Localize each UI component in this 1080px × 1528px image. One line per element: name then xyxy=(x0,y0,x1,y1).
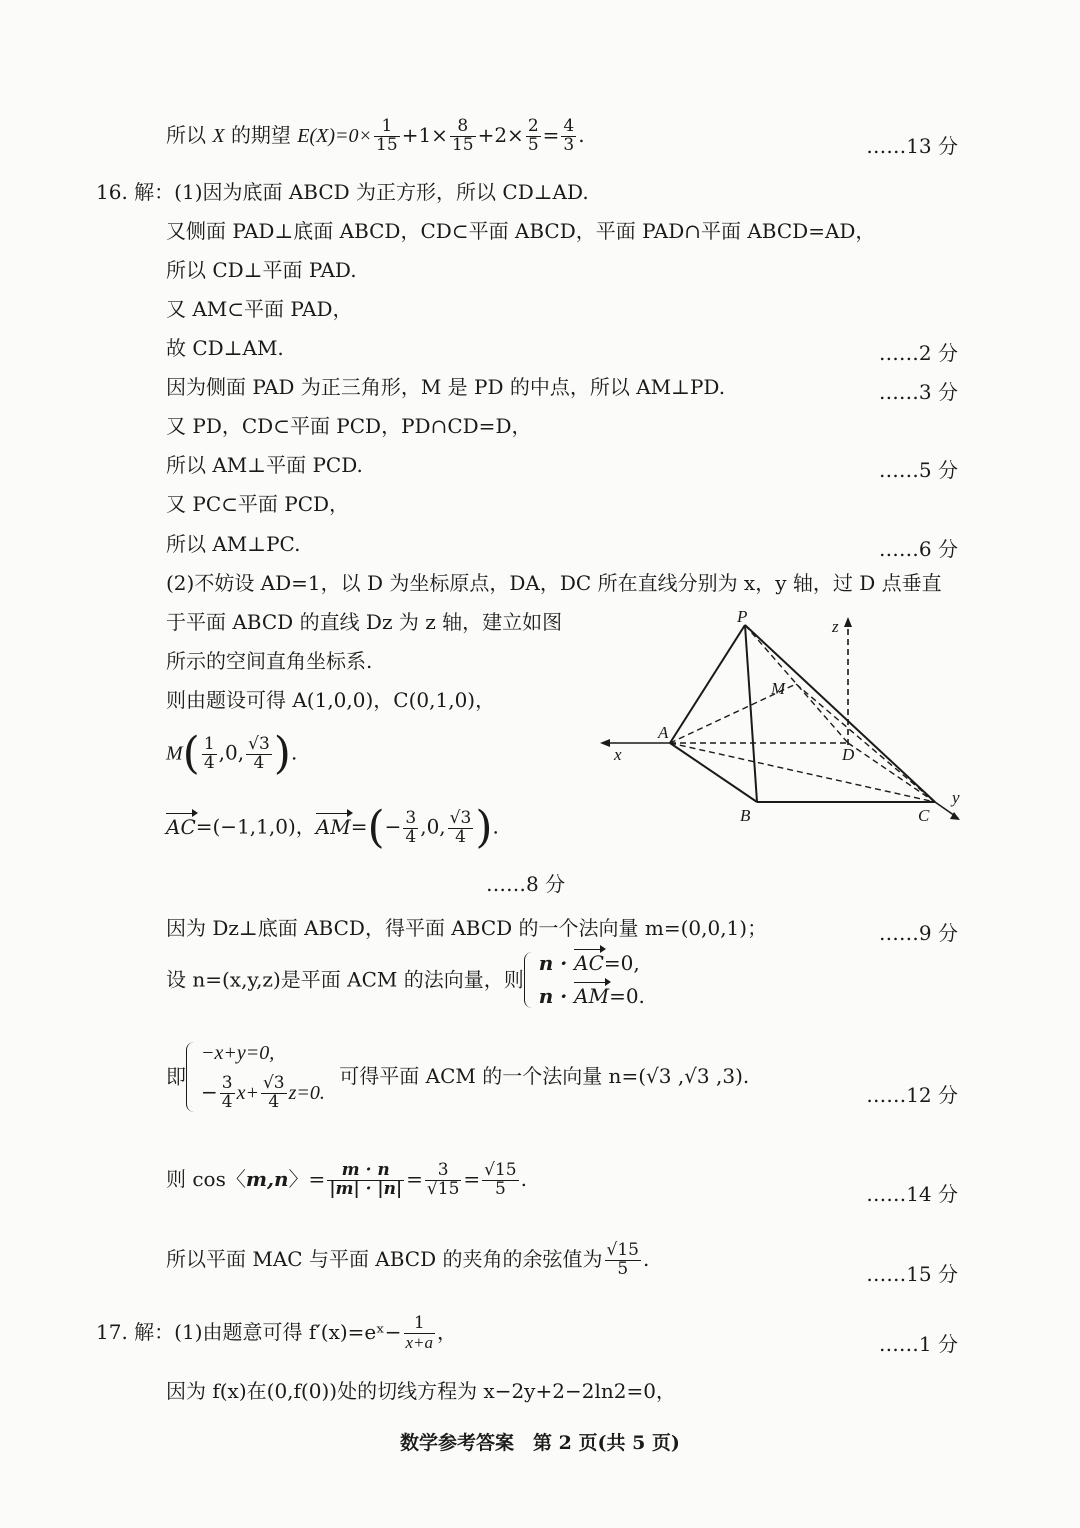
q16-line-11: (2)不妨设 AD=1，以 D 为坐标原点，DA，DC 所在直线分别为 x，y 轴，过 D 点垂直 xyxy=(166,571,942,595)
label-B: B xyxy=(740,806,751,825)
m-end: . xyxy=(290,740,298,765)
label-D: D xyxy=(842,745,855,764)
q15-mid: 的期望 xyxy=(230,122,291,147)
am-frac2: $\frac{√3}{4}$ xyxy=(449,807,472,847)
q15-expectation-line xyxy=(166,118,585,155)
q15-frac1: $\frac{1}{15}$ xyxy=(376,116,398,155)
q17-l1-text: 17. 解：(1)由题意可得 f′(x)=eˣ− xyxy=(96,1319,402,1344)
q16-points-8: ……5 分 xyxy=(878,458,958,482)
q15-ex: E(X)=0× xyxy=(297,124,373,147)
q16-points-19: ……12 分 xyxy=(866,1083,958,1107)
q16-points-5: ……2 分 xyxy=(878,341,958,365)
paren-open-2: ( xyxy=(367,802,385,853)
sys-row-4: − $\frac{3}{4}$ x+ $\frac{√3}{4}$ z=0. xyxy=(201,1073,325,1112)
label-M: M xyxy=(771,679,786,698)
edge-DC xyxy=(848,743,935,802)
q17-line-1 xyxy=(96,1315,457,1352)
edge-MC xyxy=(796,684,935,802)
l19-pre: 即 xyxy=(166,1064,186,1089)
l21-end: . xyxy=(642,1246,650,1271)
sys-row-3: −x+y=0, xyxy=(201,1042,275,1064)
q16-points-21: ……15 分 xyxy=(866,1262,958,1286)
q16-line-2: 又侧面 PAD⊥底面 ABCD，CD⊂平面 ABCD，平面 PAD∩平面 ABCD=AD， xyxy=(166,219,876,243)
paren-close: ) xyxy=(273,728,291,779)
pyramid-figure xyxy=(590,600,970,840)
am-end: . xyxy=(492,814,499,839)
angle-close: 〉 xyxy=(288,1166,309,1191)
q16-vectors xyxy=(166,802,499,853)
sys-row-1: n · AC=0, xyxy=(538,951,640,975)
label-z: z xyxy=(832,617,839,636)
q15-frac3: $\frac{2}{5}$ xyxy=(527,116,539,155)
q16-line-9: 又 PC⊂平面 PCD， xyxy=(166,492,350,516)
q16-line-10: 所以 AM⊥PC. xyxy=(166,532,301,556)
minus-sign: − xyxy=(384,814,402,839)
cos-frac2: $\frac{3}{√15}$ xyxy=(426,1160,460,1199)
vec-am: AM xyxy=(315,814,351,839)
label-C: C xyxy=(918,806,930,825)
cos-end: . xyxy=(520,1166,527,1191)
q16-points-10: ……6 分 xyxy=(878,537,958,561)
q15-prefix: 所以 xyxy=(166,122,206,147)
q16-line-12: 于平面 ABCD 的直线 Dz 为 z 轴，建立如图 xyxy=(166,610,563,634)
q16-line-4: 又 AM⊂平面 PAD， xyxy=(166,297,353,321)
m-frac1: $\frac{1}{4}$ xyxy=(203,733,215,773)
q16-cos-line: 则 cos〈m,n〉= $\frac{m \cdot n}{|m| \cdot |n|}$ = $\frac{3}{√15}$ = $\frac{√15}{5}$ . xyxy=(166,1160,527,1199)
label-y: y xyxy=(952,788,960,807)
q17-frac: $\frac{1}{x+a}$ xyxy=(405,1313,434,1352)
sys-row-2: n · AM=0. xyxy=(538,984,645,1008)
q16-line-6: 因为侧面 PAD 为正三角形，M 是 PD 的中点，所以 AM⊥PD. xyxy=(166,375,726,399)
q16-line-5: 故 CD⊥AM. xyxy=(166,336,284,360)
m-label: M xyxy=(166,742,183,765)
q15-frac4: $\frac{4}{3}$ xyxy=(563,116,575,155)
q16-line-8: 所以 AM⊥平面 PCD. xyxy=(166,453,363,477)
q16-line-17: 因为 Dz⊥底面 ABCD，得平面 ABCD 的一个法向量 m=(0,0,1)； xyxy=(166,916,768,940)
cos-mn: m,n xyxy=(245,1166,289,1191)
edge-AC xyxy=(670,743,935,802)
edge-PC xyxy=(745,625,935,802)
q16-line-13: 所示的空间直角坐标系. xyxy=(166,649,373,673)
q15-plus1: +1× xyxy=(401,122,448,147)
q16-points-20: ……14 分 xyxy=(866,1182,958,1206)
q16-line-19 xyxy=(166,1042,749,1112)
cos-pre: 则 cos xyxy=(166,1166,226,1191)
m-frac2: $\frac{√3}{4}$ xyxy=(248,733,270,773)
q16-points-17: ……9 分 xyxy=(878,921,958,945)
system-2 xyxy=(186,1042,325,1112)
label-A: A xyxy=(658,723,669,742)
system-1 xyxy=(524,952,645,1008)
q15-points: ……13 分 xyxy=(866,134,958,158)
q15-var: X xyxy=(212,124,225,147)
q16-head: 16. 解：(1)因为底面 ABCD 为正方形，所以 CD⊥AD. xyxy=(96,180,589,204)
q15-frac2: $\frac{8}{15}$ xyxy=(451,116,474,155)
cos-frac3: $\frac{√15}{5}$ xyxy=(484,1160,517,1199)
l18-pre: 设 n=(x,y,z)是平面 ACM 的法向量，则 xyxy=(166,967,524,992)
edge-AB xyxy=(670,743,757,802)
q15-eq: = xyxy=(542,122,560,147)
l21-frac: $\frac{√15}{5}$ xyxy=(606,1240,639,1279)
q16-line-18 xyxy=(166,952,645,1008)
edge-PB xyxy=(745,625,757,802)
z-arrow xyxy=(844,617,852,627)
vec-am-eq: = xyxy=(350,814,368,839)
am-mid: ,0, xyxy=(420,814,446,839)
page-footer: 数学参考答案 第 2 页(共 5 页) xyxy=(400,1432,680,1454)
q17-points-1: ……1 分 xyxy=(878,1332,958,1356)
x-arrow xyxy=(600,739,610,747)
l21-text: 所以平面 MAC 与平面 ABCD 的夹角的余弦值为 xyxy=(166,1246,603,1271)
paren-close-2: ) xyxy=(475,802,493,853)
l19-post: 可得平面 ACM 的一个法向量 n=(√3 ,√3 ,3). xyxy=(339,1064,750,1089)
q17-l1-end: ， xyxy=(437,1319,458,1344)
m-mid: ,0, xyxy=(218,740,245,765)
q16-points-6: ……3 分 xyxy=(878,380,958,404)
q17-line-2: 因为 f(x)在(0,f(0))处的切线方程为 x−2y+2−2ln2=0， xyxy=(166,1379,676,1403)
q16-line-3: 所以 CD⊥平面 PAD. xyxy=(166,258,357,282)
cos-frac1: $\frac{m \cdot n}{|m| \cdot |n|}$ xyxy=(329,1160,403,1199)
q16-m-coords xyxy=(166,728,298,779)
label-x: x xyxy=(614,745,622,764)
q16-conclusion xyxy=(166,1242,649,1279)
q16-line-14: 则由题设可得 A(1,0,0)，C(0,1,0)， xyxy=(166,688,496,712)
am-frac1: $\frac{3}{4}$ xyxy=(405,807,417,847)
q15-plus2: +2× xyxy=(477,122,524,147)
q16-points-8b: ……8 分 xyxy=(486,872,566,896)
q16-line-7: 又 PD，CD⊂平面 PCD，PD∩CD=D， xyxy=(166,414,532,438)
angle-open: 〈 xyxy=(225,1166,246,1191)
paren-open: ( xyxy=(182,728,200,779)
label-P: P xyxy=(737,607,748,626)
vec-ac: AC xyxy=(166,814,196,839)
q15-end: . xyxy=(578,122,585,147)
vec-ac-val: =(−1,1,0)， xyxy=(195,814,316,839)
